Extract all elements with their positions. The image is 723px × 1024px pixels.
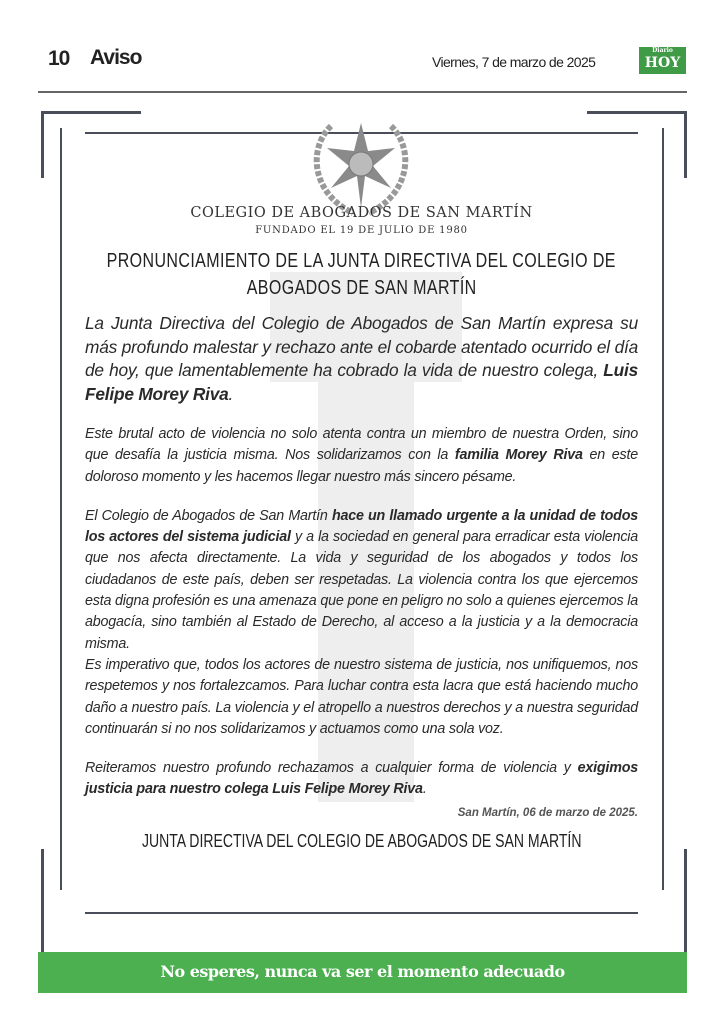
frame-corner bbox=[41, 111, 44, 178]
section-title: Aviso bbox=[90, 46, 142, 69]
paragraph bbox=[85, 758, 638, 801]
paragraph: Es imperativo que, todos los actores de nuestro sistema de justicia, nos unifiquemos, nos respetemos y nos fortalezcamos. Para luchar contra esta lacra que está haciendo mucho daño a nuestro país. La violencia y el atropello a nuestros derechos y a nuestra seguridad continuarán si no nos solidarizamos y actuamos como una sola voz. bbox=[85, 656, 638, 737]
inner-side-line bbox=[662, 128, 664, 890]
founded-date: FUNDADO EL 19 DE JULIO DE 1980 bbox=[255, 225, 468, 236]
paragraph bbox=[85, 506, 638, 655]
organization-name: COLEGIO DE ABOGADOS DE SAN MARTÍN bbox=[190, 205, 533, 221]
frame-corner bbox=[587, 111, 687, 114]
footer-banner: No esperes, nunca va ser el momento adecuado bbox=[38, 952, 687, 993]
text: . bbox=[422, 781, 427, 798]
inner-side-line bbox=[60, 128, 62, 890]
text: El Colegio de Abogados de San Martín bbox=[85, 507, 332, 524]
frame-corner bbox=[41, 111, 141, 114]
issue-date: Viernes, 7 de marzo de 2025 bbox=[432, 54, 596, 70]
text: Este brutal acto de violencia no solo atenta contra un miembro de nuestra Orden, sino que desafía la justicia misma. Nos solidarizamos con la bbox=[85, 426, 638, 464]
logo-small-text: Diario bbox=[652, 47, 673, 54]
signer: JUNTA DIRECTIVA DEL COLEGIO DE ABOGADOS DE SAN MARTÍN bbox=[141, 830, 582, 851]
place-date: San Martín, 06 de marzo de 2025. bbox=[457, 806, 638, 819]
header-rule bbox=[38, 91, 687, 93]
title-line: PRONUNCIAMIENTO DE LA JUNTA DIRECTIVA DEL COLEGIO DE bbox=[106, 250, 617, 272]
emblem-icon bbox=[303, 118, 419, 218]
paragraph bbox=[85, 312, 638, 406]
text: y a la sociedad en general para erradicar esta violencia que nos afecta directamente. La vida y seguridad de los abogados y todos los ciudadanos de este país, deben ser respetadas. La violencia contra los que ejercemos esta digna profesión es una amenaza que pone en peligro no solo a quienes ejercemos la abogacía, sino también al Estado de Derecho, al acceso a la justicia y a la democracia misma. bbox=[85, 529, 638, 652]
bold-text: exigimos justicia para nuestro colega Luis Felipe Morey Riva bbox=[85, 760, 638, 798]
paragraph bbox=[85, 424, 638, 488]
notice-body bbox=[85, 248, 638, 853]
inner-rule bbox=[85, 912, 638, 914]
text: La Junta Directiva del Colegio de Abogados de San Martín expresa su más profundo malestar y rechazo ante el cobarde atentado ocurrido el día de hoy, que lamentablemente ha cobrado la vida de nuestro colega, bbox=[85, 313, 638, 380]
text: en este doloroso momento y les hacemos llegar nuestro más sincero pésame. bbox=[85, 447, 638, 485]
signer-row bbox=[85, 829, 638, 853]
bold-text: hace un llamado urgente a la unidad de todos los actores del sistema judicial bbox=[85, 507, 638, 546]
text: . bbox=[228, 383, 234, 404]
page-number: 10 bbox=[48, 47, 70, 70]
logo-big-text: HOY bbox=[644, 55, 681, 71]
newspaper-logo bbox=[639, 47, 686, 74]
bold-text: familia Morey Riva bbox=[454, 447, 583, 464]
bold-text: Luis Felipe Morey Riva bbox=[85, 360, 638, 404]
title-line: ABOGADOS DE SAN MARTÍN bbox=[246, 277, 477, 299]
page-title bbox=[85, 248, 638, 302]
text: Reiteramos nuestro profundo rechazamos a cualquier forma de violencia y bbox=[85, 760, 578, 777]
frame-corner bbox=[684, 111, 687, 178]
